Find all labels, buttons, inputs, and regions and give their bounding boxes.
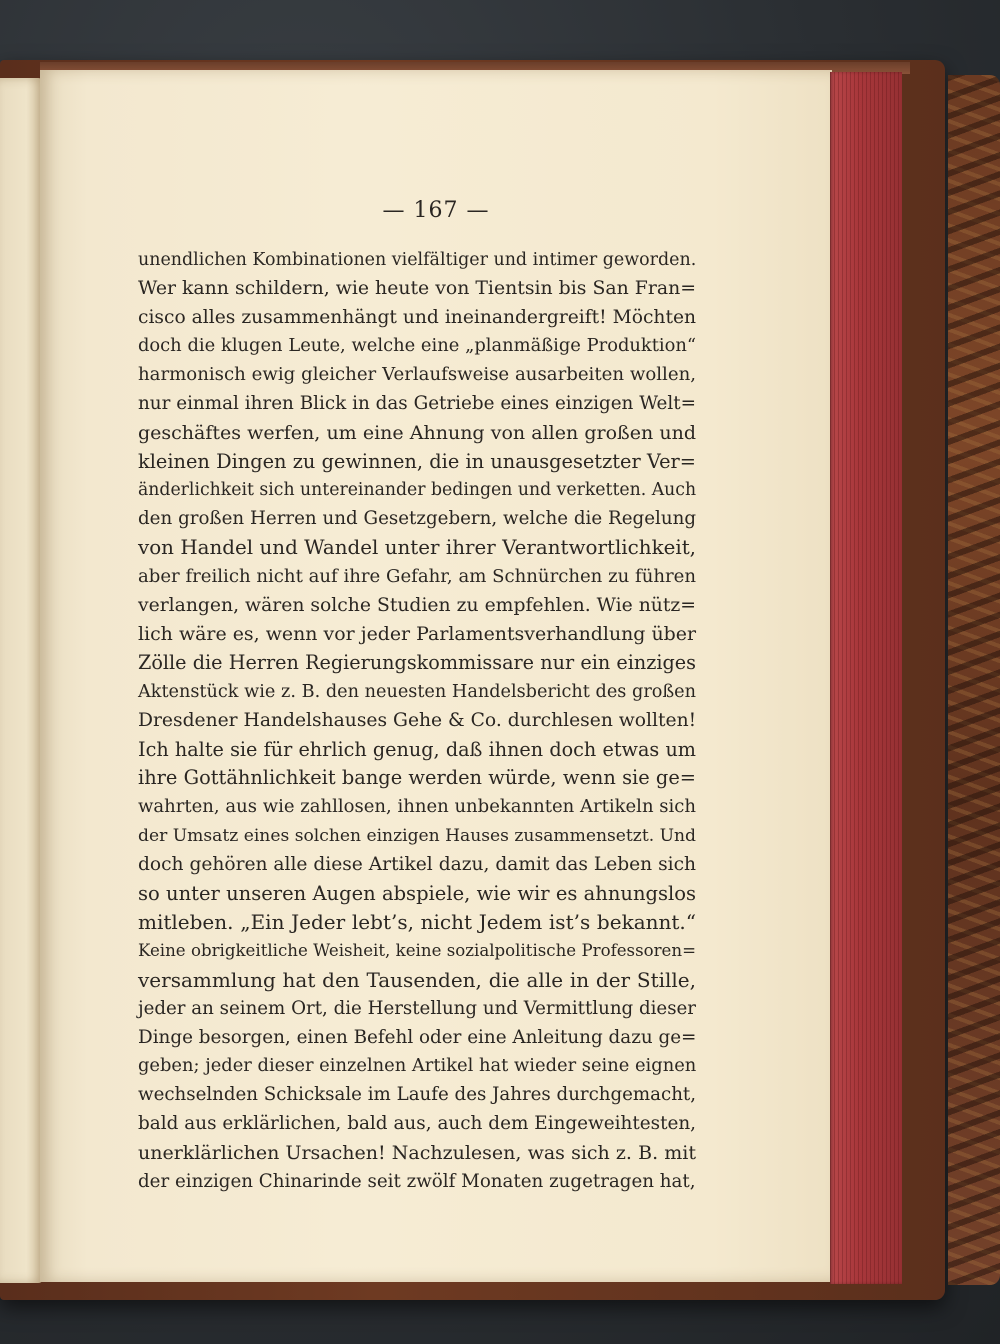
text-line: unerklärlichen Ursachen! Nachzulesen, was sich z. B. mit [138, 1141, 696, 1164]
text-line: ihre Gottähnlichkeit bange werden würde, wenn sie ge= [138, 766, 696, 790]
text-line: versammlung hat den Tausenden, die alle in der Stille, [138, 967, 696, 992]
text-line: von Handel und Wandel unter ihrer Verantwortlichkeit, [138, 535, 696, 559]
text-line: geschäftes werfen, um eine Ahnung von allen großen und [138, 421, 696, 444]
left-page-edge [0, 78, 44, 1283]
text-line: bald aus erklärlichen, bald aus, auch dem Eingeweihtesten, [138, 1112, 696, 1134]
text-line: lich wäre es, wenn vor jeder Parlamentsverhandlung über [138, 623, 696, 646]
text-line: so unter unseren Augen abspiele, wie wir es ahnungslos [138, 881, 696, 905]
text-line: mitleben. „Ein Jeder lebt’s, nicht Jedem ist’s bekannt.“ [138, 910, 696, 935]
text-line: unendlichen Kombinationen vielfältiger und intimer geworden. [138, 250, 697, 270]
text-line: Zölle die Herren Regierungskommissare nur ein einziges [138, 651, 696, 675]
page-number-header: — 167 — [382, 198, 490, 223]
text-line: Dresdener Handelshauses Gehe & Co. durchlesen wollten! [138, 709, 697, 731]
marbled-cover-edge [948, 75, 1000, 1285]
text-line: den großen Herren und Gesetzgebern, welche die Regelung [138, 508, 696, 530]
text-line: Wer kann schildern, wie heute von Tientsin bis San Fran= [138, 277, 696, 299]
text-line: aber freilich nicht auf ihre Gefahr, am Schnürchen zu führen [138, 565, 696, 587]
text-line: nur einmal ihren Blick in das Getriebe eines einzigen Welt= [138, 392, 696, 414]
text-line: Keine obrigkeitliche Weisheit, keine sozialpolitische Professoren= [138, 941, 696, 961]
text-line: verlangen, wären solche Studien zu empfehlen. Wie nütz= [138, 594, 696, 616]
page-body-text [138, 246, 696, 1196]
text-line: der einzigen Chinarinde seit zwölf Monaten zugetragen hat, [138, 1170, 696, 1192]
text-line: jeder an seinem Ort, die Herstellung und Vermittlung dieser [138, 997, 696, 1019]
text-line: Dinge besorgen, einen Befehl oder eine Anleitung dazu ge= [138, 1026, 697, 1048]
text-line: harmonisch ewig gleicher Verlaufsweise ausarbeiten wollen, [138, 364, 696, 386]
text-line: geben; jeder dieser einzelnen Artikel hat wieder seine eignen [138, 1055, 697, 1077]
text-line: Ich halte sie für ehrlich genug, daß ihnen doch etwas um [138, 737, 696, 761]
text-line: der Umsatz eines solchen einzigen Hauses zusammensetzt. Und [138, 825, 696, 846]
text-line: kleinen Dingen zu gewinnen, die in unausgesetzter Ver= [138, 449, 696, 473]
red-page-edges [830, 72, 902, 1284]
text-line: Aktenstück wie z. B. den neuesten Handelsbericht des großen [138, 681, 696, 702]
text-line: wechselnden Schicksale im Laufe des Jahres durchgemacht, [138, 1084, 696, 1106]
text-line: doch die klugen Leute, welche eine „planmäßige Produktion“ [138, 335, 696, 357]
text-line: änderlichkeit sich untereinander bedingen und verketten. Auch [138, 480, 697, 501]
text-line: doch gehören alle diese Artikel dazu, damit das Leben sich [138, 853, 696, 875]
text-line: wahrten, aus wie zahllosen, ihnen unbekannten Artikeln sich [138, 796, 696, 818]
text-line: cisco alles zusammenhängt und ineinandergreift! Möchten [138, 306, 696, 328]
